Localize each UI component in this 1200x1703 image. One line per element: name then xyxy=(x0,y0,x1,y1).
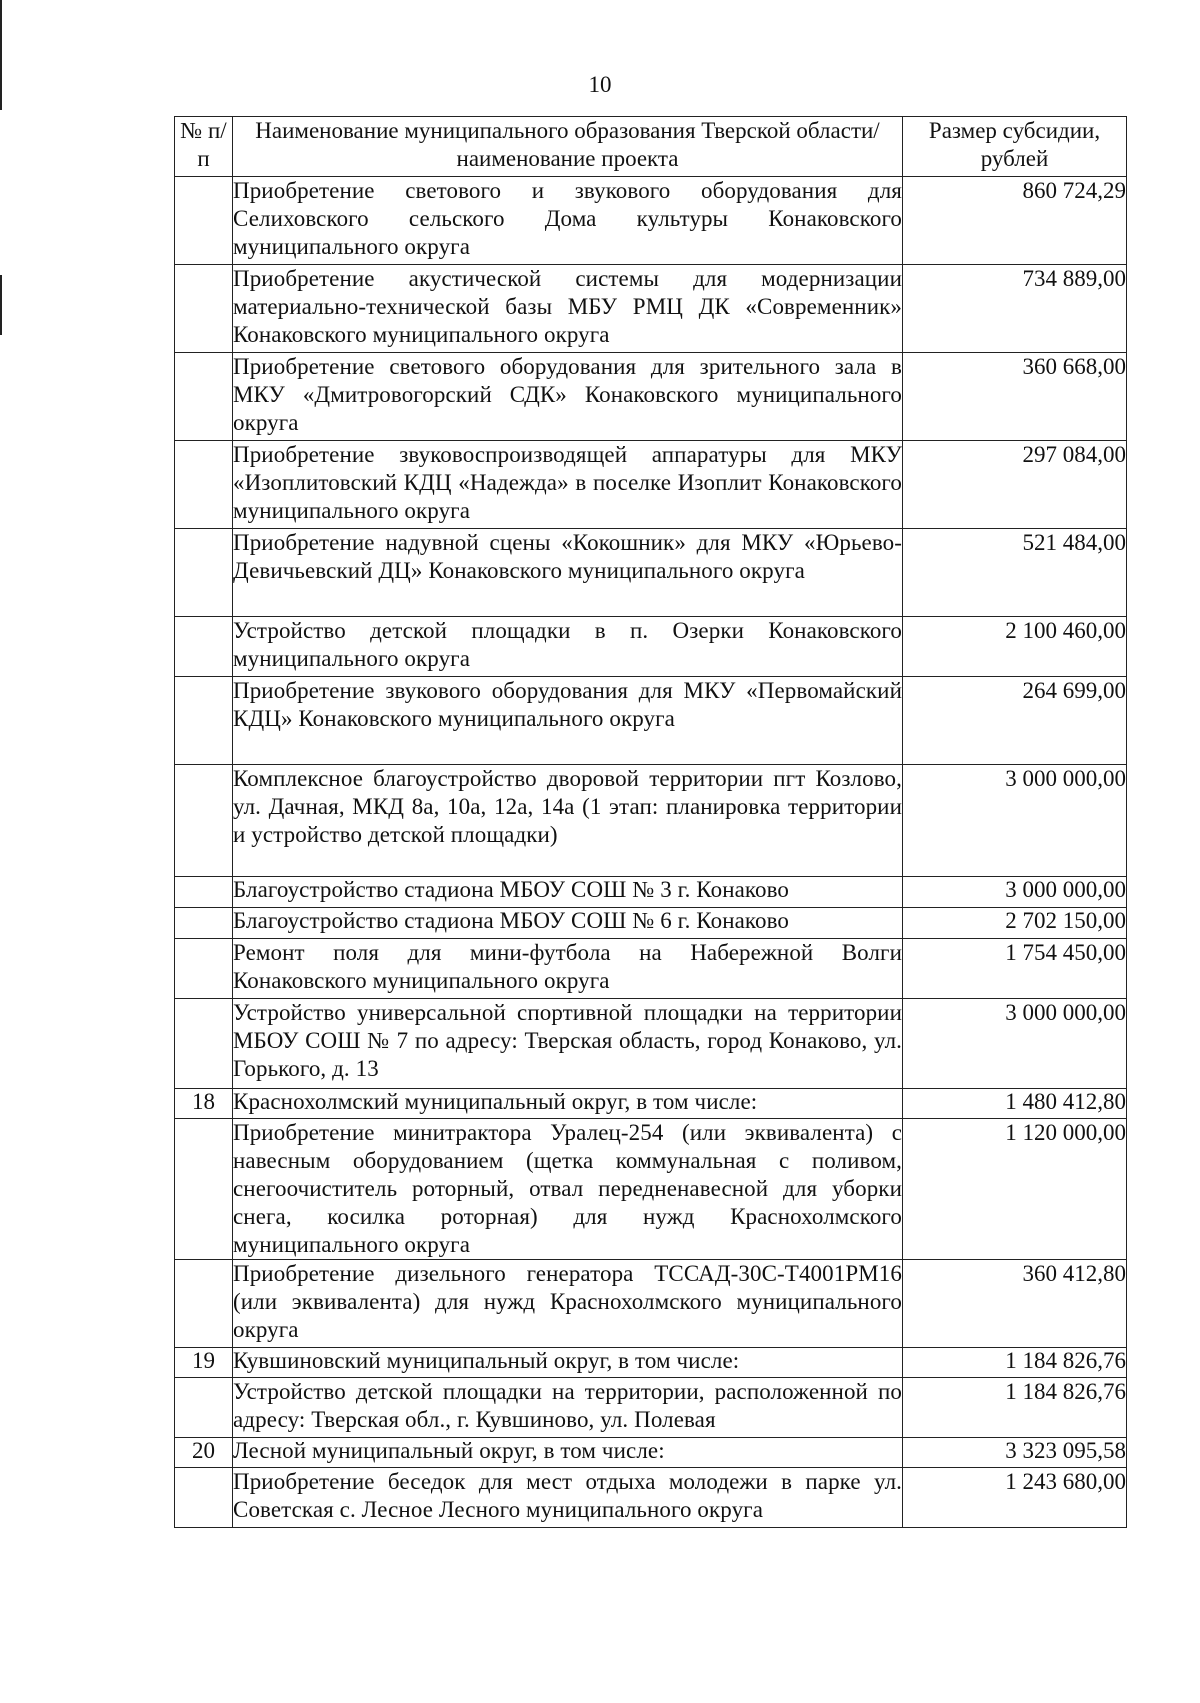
table-row xyxy=(175,617,1127,677)
row-project-name: Приобретение акустической системы для модернизации материально-технической базы МБУ РМЦ ДК «Современник» Конаковского муниципального округа xyxy=(233,265,903,353)
row-number xyxy=(175,908,233,939)
row-amount: 2 702 150,00 xyxy=(903,908,1127,939)
row-number: 18 xyxy=(175,1089,233,1119)
row-amount: 1 184 826,76 xyxy=(903,1348,1127,1378)
table-row xyxy=(175,677,1127,765)
header-number: № п/п xyxy=(175,117,233,177)
row-project-name: Приобретение беседок для мест отдыха молодежи в парке ул. Советская с. Лесное Лесного муниципального округа xyxy=(233,1468,903,1528)
header-amount: Размер субсидии, рублей xyxy=(903,117,1127,177)
page-number: 10 xyxy=(588,72,612,97)
row-number xyxy=(175,765,233,877)
row-number xyxy=(175,529,233,617)
row-number xyxy=(175,677,233,765)
row-amount: 360 668,00 xyxy=(903,353,1127,441)
row-project-name: Ремонт поля для мини-футбола на Набережной Волги Конаковского муниципального округа xyxy=(233,939,903,999)
row-project-name: Приобретение надувной сцены «Кокошник» для МКУ «Юрьево-Девичьевский ДЦ» Конаковского муниципального округа xyxy=(233,529,903,617)
row-number xyxy=(175,999,233,1089)
row-number xyxy=(175,1260,233,1348)
header-name: Наименование муниципального образования Тверской области/наименование проекта xyxy=(233,117,903,177)
row-project-name: Приобретение светового оборудования для зрительного зала в МКУ «Дмитровогорский СДК» Конаковского муниципального округа xyxy=(233,353,903,441)
row-project-name: Благоустройство стадиона МБОУ СОШ № 3 г. Конаково xyxy=(233,877,903,908)
row-number xyxy=(175,265,233,353)
row-amount: 860 724,29 xyxy=(903,177,1127,265)
table-row xyxy=(175,1378,1127,1438)
row-amount: 3 000 000,00 xyxy=(903,765,1127,877)
table-row xyxy=(175,1260,1127,1348)
row-project-name: Приобретение звуковоспроизводящей аппаратуры для МКУ «Изоплитовский КДЦ «Надежда» в поселке Изоплит Конаковского муниципального округа xyxy=(233,441,903,529)
row-amount: 3 323 095,58 xyxy=(903,1438,1127,1468)
row-project-name: Устройство детской площадки в п. Озерки Конаковского муниципального округа xyxy=(233,617,903,677)
row-amount: 1 480 412,80 xyxy=(903,1089,1127,1119)
row-project-name: Устройство универсальной спортивной площадки на территории МБОУ СОШ № 7 по адресу: Тверская область, город Конаково, ул. Горького, д. 13 xyxy=(233,999,903,1089)
subsidy-table xyxy=(174,116,1127,1528)
row-amount: 734 889,00 xyxy=(903,265,1127,353)
row-project-name: Лесной муниципальный округ, в том числе: xyxy=(233,1438,903,1468)
table-row xyxy=(175,765,1127,877)
row-project-name: Приобретение дизельного генератора ТССАД-30С-Т4001РМ16 (или эквивалента) для нужд Краснохолмского муниципального округа xyxy=(233,1260,903,1348)
row-project-name: Благоустройство стадиона МБОУ СОШ № 6 г. Конаково xyxy=(233,908,903,939)
row-project-name: Кувшиновский муниципальный округ, в том числе: xyxy=(233,1348,903,1378)
row-amount: 521 484,00 xyxy=(903,529,1127,617)
table-header-row xyxy=(175,117,1127,177)
table-row xyxy=(175,441,1127,529)
row-number xyxy=(175,441,233,529)
row-project-name: Приобретение звукового оборудования для МКУ «Первомайский КДЦ» Конаковского муниципального округа xyxy=(233,677,903,765)
row-amount: 1 120 000,00 xyxy=(903,1119,1127,1260)
row-amount: 3 000 000,00 xyxy=(903,877,1127,908)
row-number xyxy=(175,877,233,908)
row-number xyxy=(175,353,233,441)
table-row xyxy=(175,1348,1127,1378)
table-row xyxy=(175,1119,1127,1260)
row-number xyxy=(175,1468,233,1528)
table-row xyxy=(175,877,1127,908)
table-row xyxy=(175,939,1127,999)
row-project-name: Краснохолмский муниципальный округ, в том числе: xyxy=(233,1089,903,1119)
table-row xyxy=(175,529,1127,617)
row-number xyxy=(175,939,233,999)
table-row xyxy=(175,265,1127,353)
row-project-name: Комплексное благоустройство дворовой территории пгт Козлово, ул. Дачная, МКД 8а, 10а, 12а, 14а (1 этап: планировка территории и устройство детской площадки) xyxy=(233,765,903,877)
table-row xyxy=(175,1089,1127,1119)
row-number xyxy=(175,617,233,677)
table-row xyxy=(175,908,1127,939)
row-project-name: Приобретение минитрактора Уралец-254 (или эквивалента) с навесным оборудованием (щетка коммунальная с поливом, снегоочиститель роторный, отвал передненавесной для уборки снега, косилка роторная) для нужд Краснохолмского муниципального округа xyxy=(233,1119,903,1260)
row-amount: 297 084,00 xyxy=(903,441,1127,529)
row-amount: 264 699,00 xyxy=(903,677,1127,765)
row-number: 19 xyxy=(175,1348,233,1378)
table-row xyxy=(175,177,1127,265)
row-amount: 1 754 450,00 xyxy=(903,939,1127,999)
table-row xyxy=(175,353,1127,441)
row-project-name: Приобретение светового и звукового оборудования для Селиховского сельского Дома культуры Конаковского муниципального округа xyxy=(233,177,903,265)
row-number xyxy=(175,1119,233,1260)
table-row xyxy=(175,1438,1127,1468)
table-row xyxy=(175,1468,1127,1528)
row-number xyxy=(175,177,233,265)
row-project-name: Устройство детской площадки на территории, расположенной по адресу: Тверская обл., г. Кувшиново, ул. Полевая xyxy=(233,1378,903,1438)
row-amount: 1 243 680,00 xyxy=(903,1468,1127,1528)
row-number xyxy=(175,1378,233,1438)
row-amount: 3 000 000,00 xyxy=(903,999,1127,1089)
row-amount: 2 100 460,00 xyxy=(903,617,1127,677)
row-amount: 1 184 826,76 xyxy=(903,1378,1127,1438)
row-amount: 360 412,80 xyxy=(903,1260,1127,1348)
binding-edge-mark-middle xyxy=(0,275,2,335)
table-row xyxy=(175,999,1127,1089)
row-number: 20 xyxy=(175,1438,233,1468)
